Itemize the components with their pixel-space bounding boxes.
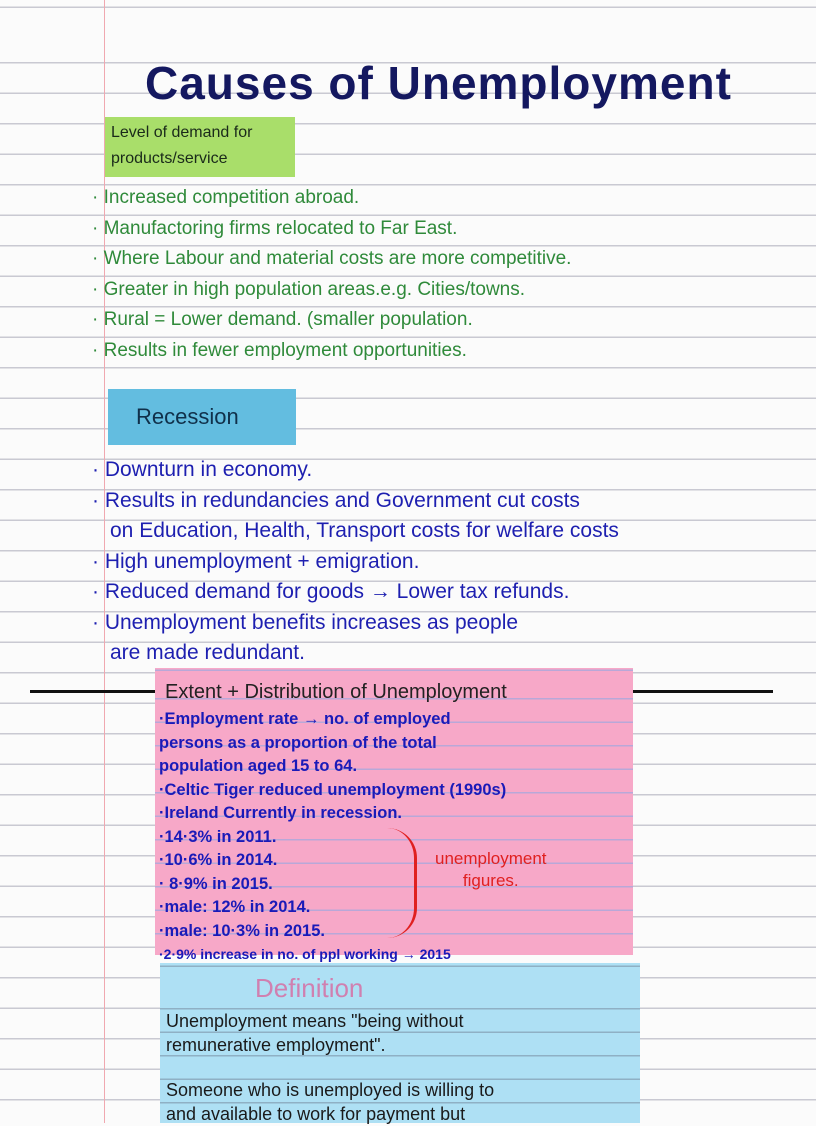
list-item: · Reduced demand for goods → Lower tax refunds. [92, 580, 570, 603]
list-item: population aged 15 to 64. [159, 757, 358, 775]
annotation-line: unemployment [435, 849, 547, 868]
divider-left [30, 690, 155, 693]
list-item: persons as a proportion of the total [159, 733, 437, 752]
divider-right [633, 690, 773, 693]
definition-heading: Definition [255, 973, 364, 1003]
list-item: ·male: 10·3% in 2015. [159, 921, 325, 940]
list-item: ·Employment rate → no. of employed [159, 710, 451, 728]
list-item: · Greater in high population areas.e.g. Cities/towns. [92, 278, 526, 300]
definition-card [160, 963, 640, 1123]
list-item: ·Ireland Currently in recession. [159, 804, 402, 822]
list-item: · 8·9% in 2015. [159, 874, 273, 893]
annotation [435, 848, 547, 892]
list-item: · Results in redundancies and Government cut costs on Education, Health, Transport costs for welfare costs [92, 488, 619, 542]
list-item: · Where Labour and material costs are more competitive. [92, 248, 572, 269]
list-item: · Unemployment benefits increases as people are made redundant. [92, 610, 519, 664]
list-item: · Rural = Lower demand. (smaller population. [92, 309, 473, 330]
list-item: ·14·3% in 2011. [159, 827, 277, 846]
list-item: ·10·6% in 2014. [159, 851, 278, 869]
extent-heading: Extent + Distribution of Unemployment [165, 681, 507, 703]
list-item: ·2·9% increase in no. of ppl working → 2015 [159, 946, 451, 962]
extent-distribution-card [155, 668, 633, 962]
list-item: · Manufactoring firms relocated to Far East. [92, 217, 458, 239]
list-item: · Downturn in economy. [92, 458, 313, 481]
brace-icon [387, 828, 417, 938]
list-item: · Results in fewer employment opportunities. [92, 339, 467, 361]
list-item: · Increased competition abroad. [92, 187, 360, 208]
list-item: ·male: 12% in 2014. [159, 898, 311, 916]
definition-text: Someone who is unemployed is willing to [166, 1080, 495, 1100]
demand-label: Level of demand for products/service [105, 117, 295, 177]
page-title: Causes of Unemployment [145, 57, 732, 109]
extent-list [159, 708, 506, 967]
recession-label: Recession [108, 389, 296, 445]
list-item: ·Celtic Tiger reduced unemployment (1990s) [159, 780, 507, 799]
definition-text: remunerative employment". [166, 1035, 386, 1055]
demand-list [92, 183, 571, 366]
definition-text: and available to work for payment but [166, 1104, 466, 1124]
recession-list [92, 455, 619, 669]
list-item: · High unemployment + emigration. [92, 549, 420, 573]
definition-text: Unemployment means "being without [166, 1011, 464, 1031]
annotation-line: figures. [462, 871, 519, 890]
